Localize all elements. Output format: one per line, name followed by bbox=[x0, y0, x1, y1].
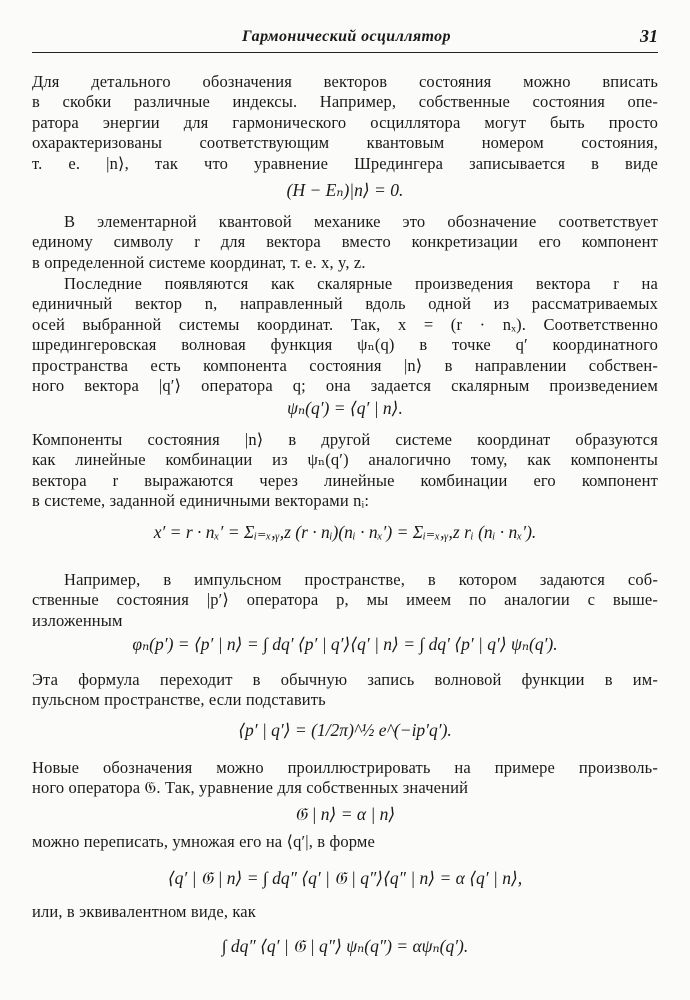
text-line: изложенным bbox=[32, 610, 123, 630]
page-number: 31 bbox=[640, 26, 658, 46]
paragraph-2 bbox=[32, 212, 658, 273]
text-line: как линейные комбинации из ψₙ(q′) аналогично тому, как компоненты bbox=[32, 450, 658, 470]
paragraph-4 bbox=[32, 430, 658, 512]
paragraph-6 bbox=[32, 670, 658, 711]
text-line: Для детального обозначения векторов состояния можно вписать bbox=[32, 72, 658, 91]
equation-schrodinger: (H − Eₙ)|n⟩ = 0. bbox=[286, 180, 404, 200]
equation-wavefunction: ψₙ(q′) = ⟨q′ | n⟩. bbox=[287, 398, 403, 418]
equation-matrix-element: ⟨q′ | 𝔊 | n⟩ = ∫ dq″ ⟨q′ | 𝔊 | q″⟩⟨q″ | n⟩ = α ⟨q′ | n⟩, bbox=[167, 868, 523, 888]
equation-eigenvalue: 𝔊 | n⟩ = α | n⟩ bbox=[294, 804, 396, 824]
text-line: Последние появляются как скалярные произведения вектора r на bbox=[64, 274, 658, 293]
text-line: охарактеризованы соответствующим квантовым номером состояния, bbox=[32, 133, 658, 153]
page-header bbox=[32, 26, 658, 53]
text-line: пространства есть компонента состояния |n⟩ в направлении собствен- bbox=[32, 355, 658, 375]
running-title: Гармонический осциллятор bbox=[242, 28, 451, 45]
text-line: ственные состояния |p′⟩ оператора p, мы имеем по аналогии с выше- bbox=[32, 590, 658, 610]
text-line: в скобки различные индексы. Например, собственные состояния опе- bbox=[32, 92, 658, 112]
paragraph-9 bbox=[32, 902, 658, 922]
text-line: или, в эквивалентном виде, как bbox=[32, 902, 256, 921]
text-line: можно переписать, умножая его на ⟨q′|, в форме bbox=[32, 832, 375, 851]
paragraph-1 bbox=[32, 72, 658, 174]
text-line: осей выбранной системы координат. Так, x = (r · nₓ). Соответственно bbox=[32, 314, 658, 334]
equation-momentum: φₙ(p′) = ⟨p′ | n⟩ = ∫ dq′ ⟨p′ | q′⟩⟨q′ | n⟩ = ∫ dq′ ⟨p′ | q′⟩ ψₙ(q′). bbox=[132, 634, 558, 654]
text-line: Например, в импульсном пространстве, в котором задаются соб- bbox=[64, 570, 658, 589]
paragraph-5 bbox=[32, 570, 658, 631]
equation-plane-wave: ⟨p′ | q′⟩ = (1/2π)^½ e^(−ip′q′). bbox=[238, 720, 452, 740]
text-line: ного оператора 𝔊. Так, уравнение для собственных значений bbox=[32, 778, 469, 798]
text-line: т. е. |n⟩, так что уравнение Шредингера записывается в виде bbox=[32, 153, 658, 173]
paragraph-3 bbox=[32, 274, 658, 396]
text-line: вектора r выражаются через линейные комбинации его компонент bbox=[32, 470, 658, 490]
text-line: В элементарной квантовой механике это обозначение соответствует bbox=[64, 212, 658, 231]
text-line: ного вектора |q′⟩ оператора q; она задается скалярным произведением bbox=[32, 376, 658, 396]
text-line: в определенной системе координат, т. е. x, y, z. bbox=[32, 252, 366, 272]
text-line: шредингеровская волновая функция ψₙ(q) в точке q′ координатного bbox=[32, 335, 658, 355]
text-line: ратора энергии для гармонического осциллятора могут быть просто bbox=[32, 112, 658, 132]
text-line: Эта формула переходит в обычную запись волновой функции в им- bbox=[32, 670, 658, 689]
text-line: единому символу r для вектора вместо конкретизации его компонент bbox=[32, 232, 658, 252]
text-line: Новые обозначения можно проиллюстрировать на примере произволь- bbox=[32, 758, 658, 777]
text-line: Компоненты состояния |n⟩ в другой системе координат образуются bbox=[32, 430, 658, 449]
equation-integral-form: ∫ dq″ ⟨q′ | 𝔊 | q″⟩ ψₙ(q″) = αψₙ(q′). bbox=[221, 936, 469, 956]
text-line: пульсном пространстве, если подставить bbox=[32, 690, 326, 710]
paragraph-7 bbox=[32, 758, 658, 799]
text-line: единичный вектор n, направленный вдоль одной из рассматриваемых bbox=[32, 294, 658, 314]
paragraph-8 bbox=[32, 832, 658, 852]
text-line: в системе, заданной единичными векторами nᵢ: bbox=[32, 491, 370, 511]
equation-components: x′ = r · nₓ′ = Σᵢ₌ₓ,ᵧ,z (r · nᵢ)(nᵢ · nₓ′) = Σᵢ₌ₓ,ᵧ,z rᵢ (nᵢ · nₓ′). bbox=[153, 522, 537, 542]
